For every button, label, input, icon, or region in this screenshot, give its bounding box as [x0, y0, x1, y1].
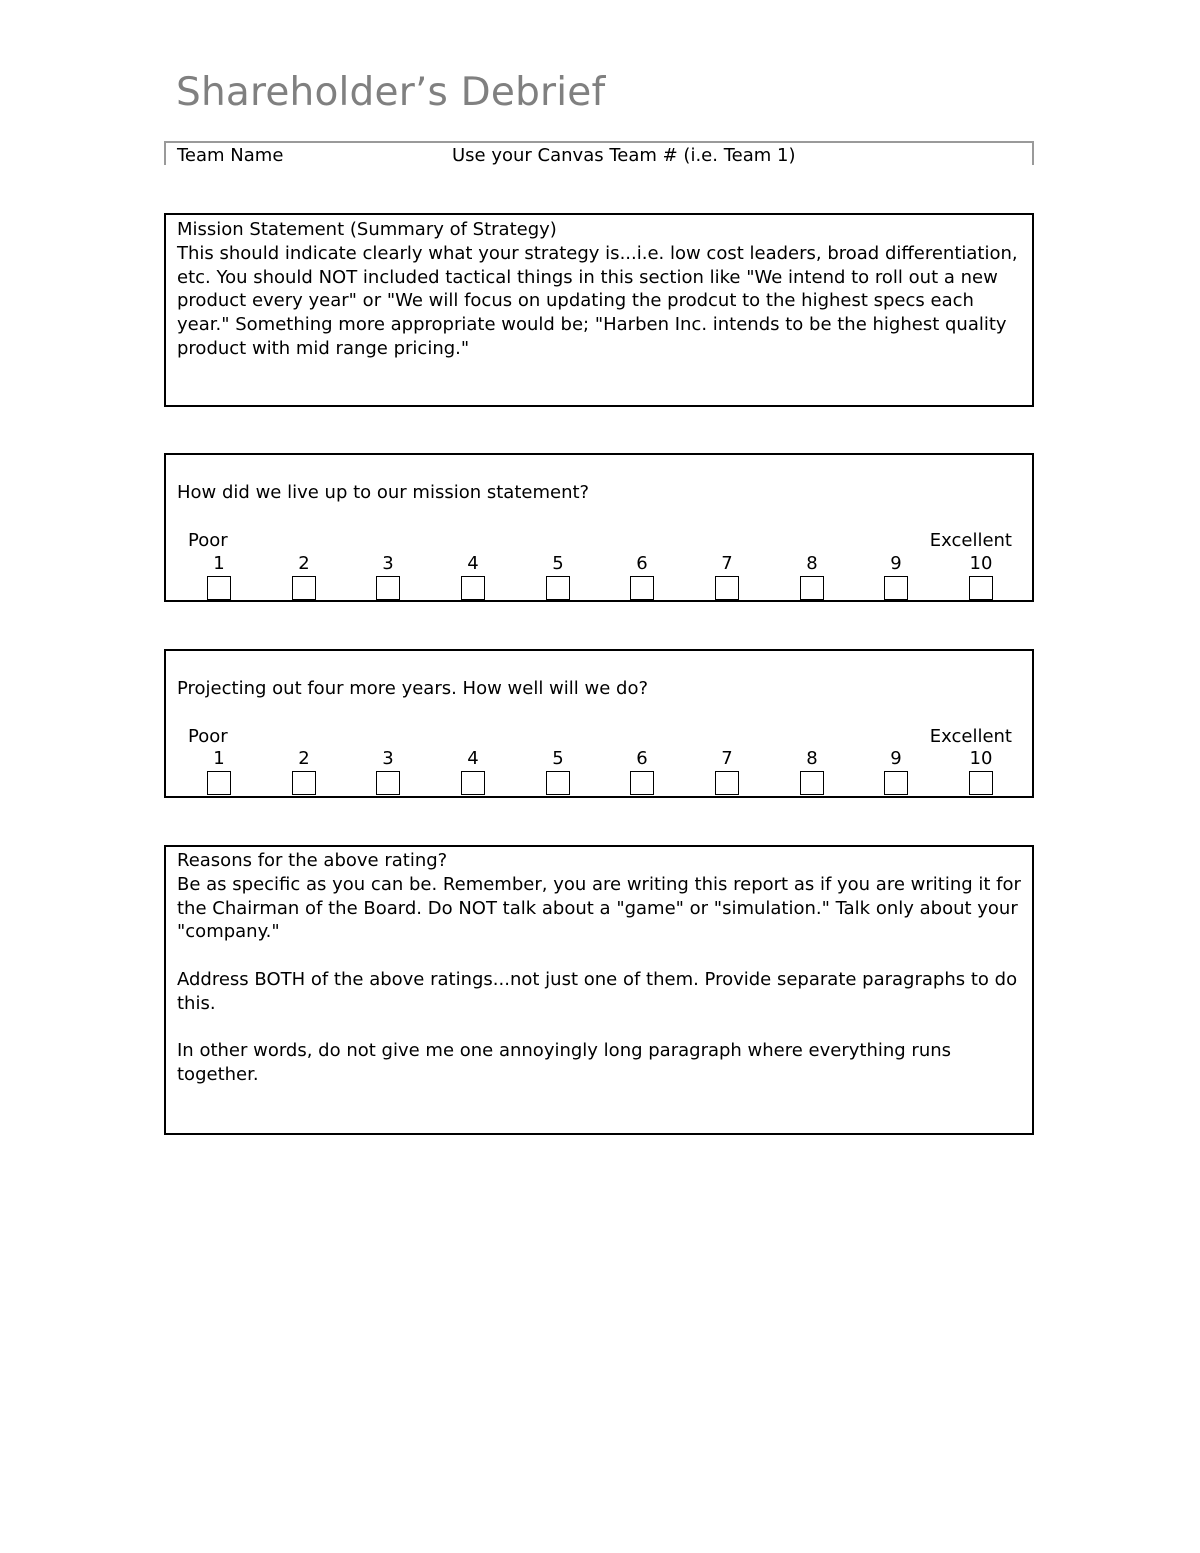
- rating-checkbox[interactable]: [546, 771, 570, 795]
- rating-checkbox[interactable]: [969, 771, 993, 795]
- rating-number: 6: [636, 553, 648, 574]
- mission-rating-option-3[interactable]: [368, 554, 408, 600]
- projection-rating-option-6[interactable]: [622, 749, 662, 795]
- mission-rating-option-6[interactable]: [622, 554, 662, 600]
- mission-rating-option-1[interactable]: [199, 554, 239, 600]
- mission-rating-option-7[interactable]: [707, 554, 747, 600]
- projection-rating-box: [164, 649, 1034, 798]
- rating-number: 3: [382, 748, 394, 769]
- reasons-paragraph: In other words, do not give me one annoyingly long paragraph where everything runs together.: [177, 1040, 952, 1086]
- rating-number: 8: [806, 748, 818, 769]
- rating-checkbox[interactable]: [715, 576, 739, 600]
- mission-rating-option-8[interactable]: [792, 554, 832, 600]
- rating-checkbox[interactable]: [376, 576, 400, 600]
- rating-number: 1: [213, 748, 225, 769]
- rating-checkbox[interactable]: [884, 576, 908, 600]
- rating-checkbox[interactable]: [461, 771, 485, 795]
- page-title: Shareholder’s Debrief: [176, 70, 606, 115]
- mission-statement-text: [177, 218, 1022, 361]
- rating-checkbox[interactable]: [884, 771, 908, 795]
- projection-rating-excellent-label: Excellent: [929, 726, 1012, 747]
- projection-rating-option-2[interactable]: [284, 749, 324, 795]
- mission-rating-option-10[interactable]: [961, 554, 1001, 600]
- mission-rating-option-4[interactable]: [453, 554, 493, 600]
- mission-statement-heading: Mission Statement (Summary of Strategy): [177, 219, 557, 240]
- rating-number: 5: [552, 553, 564, 574]
- rating-checkbox[interactable]: [292, 771, 316, 795]
- mission-rating-box: [164, 453, 1034, 602]
- mission-rating-option-2[interactable]: [284, 554, 324, 600]
- projection-rating-option-4[interactable]: [453, 749, 493, 795]
- rating-number: 10: [969, 748, 993, 769]
- rating-number: 7: [721, 553, 733, 574]
- rating-number: 4: [467, 553, 479, 574]
- rating-checkbox[interactable]: [292, 576, 316, 600]
- reasons-box[interactable]: [164, 845, 1034, 1135]
- projection-rating-question: Projecting out four more years. How well will we do?: [177, 678, 649, 699]
- reasons-heading: Reasons for the above rating?: [177, 850, 448, 871]
- rating-checkbox[interactable]: [715, 771, 739, 795]
- reasons-paragraph: Address BOTH of the above ratings...not just one of them. Provide separate paragraphs to do this.: [177, 968, 1018, 1014]
- rating-checkbox[interactable]: [800, 576, 824, 600]
- rating-number: 7: [721, 748, 733, 769]
- rating-number: 3: [382, 553, 394, 574]
- projection-rating-option-9[interactable]: [876, 749, 916, 795]
- mission-rating-option-9[interactable]: [876, 554, 916, 600]
- rating-number: 5: [552, 748, 564, 769]
- rating-checkbox[interactable]: [207, 576, 231, 600]
- projection-rating-poor-label: Poor: [188, 726, 228, 747]
- projection-rating-option-8[interactable]: [792, 749, 832, 795]
- rating-checkbox[interactable]: [800, 771, 824, 795]
- reasons-paragraph: Be as specific as you can be. Remember, you are writing this report as if you are writing it for the Chairman of the Board. Do NOT talk about a "game" or "simulation." Talk only about your "company.": [177, 873, 1021, 943]
- projection-rating-option-5[interactable]: [538, 749, 578, 795]
- rating-number: 8: [806, 553, 818, 574]
- rating-number: 2: [298, 553, 310, 574]
- rating-number: 4: [467, 748, 479, 769]
- mission-rating-option-5[interactable]: [538, 554, 578, 600]
- projection-rating-option-1[interactable]: [199, 749, 239, 795]
- rating-checkbox[interactable]: [969, 576, 993, 600]
- mission-statement-body: This should indicate clearly what your strategy is...i.e. low cost leaders, broad differentiation, etc. You should NOT included tactical things in this section like "We intend to roll out a new product every year" or "We will focus on updating the prodcut to the highest specs each year." Something more appropriate would be; "Harben Inc. intends to be the highest quality product with mid range pricing.": [177, 242, 1018, 359]
- team-name-value[interactable]: Use your Canvas Team # (i.e. Team 1): [452, 145, 796, 166]
- rating-checkbox[interactable]: [630, 771, 654, 795]
- rating-checkbox[interactable]: [630, 576, 654, 600]
- rating-number: 10: [969, 553, 993, 574]
- mission-rating-poor-label: Poor: [188, 530, 228, 551]
- rating-number: 9: [890, 748, 902, 769]
- rating-number: 9: [890, 553, 902, 574]
- mission-rating-excellent-label: Excellent: [929, 530, 1012, 551]
- team-name-field[interactable]: [164, 141, 1034, 165]
- rating-checkbox[interactable]: [376, 771, 400, 795]
- rating-number: 1: [213, 553, 225, 574]
- rating-checkbox[interactable]: [207, 771, 231, 795]
- team-name-label: Team Name: [177, 145, 284, 166]
- projection-rating-option-10[interactable]: [961, 749, 1001, 795]
- projection-rating-option-7[interactable]: [707, 749, 747, 795]
- reasons-text: [177, 849, 1022, 1087]
- rating-checkbox[interactable]: [546, 576, 570, 600]
- rating-checkbox[interactable]: [461, 576, 485, 600]
- mission-rating-question: How did we live up to our mission statement?: [177, 482, 590, 503]
- projection-rating-option-3[interactable]: [368, 749, 408, 795]
- rating-number: 2: [298, 748, 310, 769]
- mission-statement-box[interactable]: [164, 213, 1034, 407]
- rating-number: 6: [636, 748, 648, 769]
